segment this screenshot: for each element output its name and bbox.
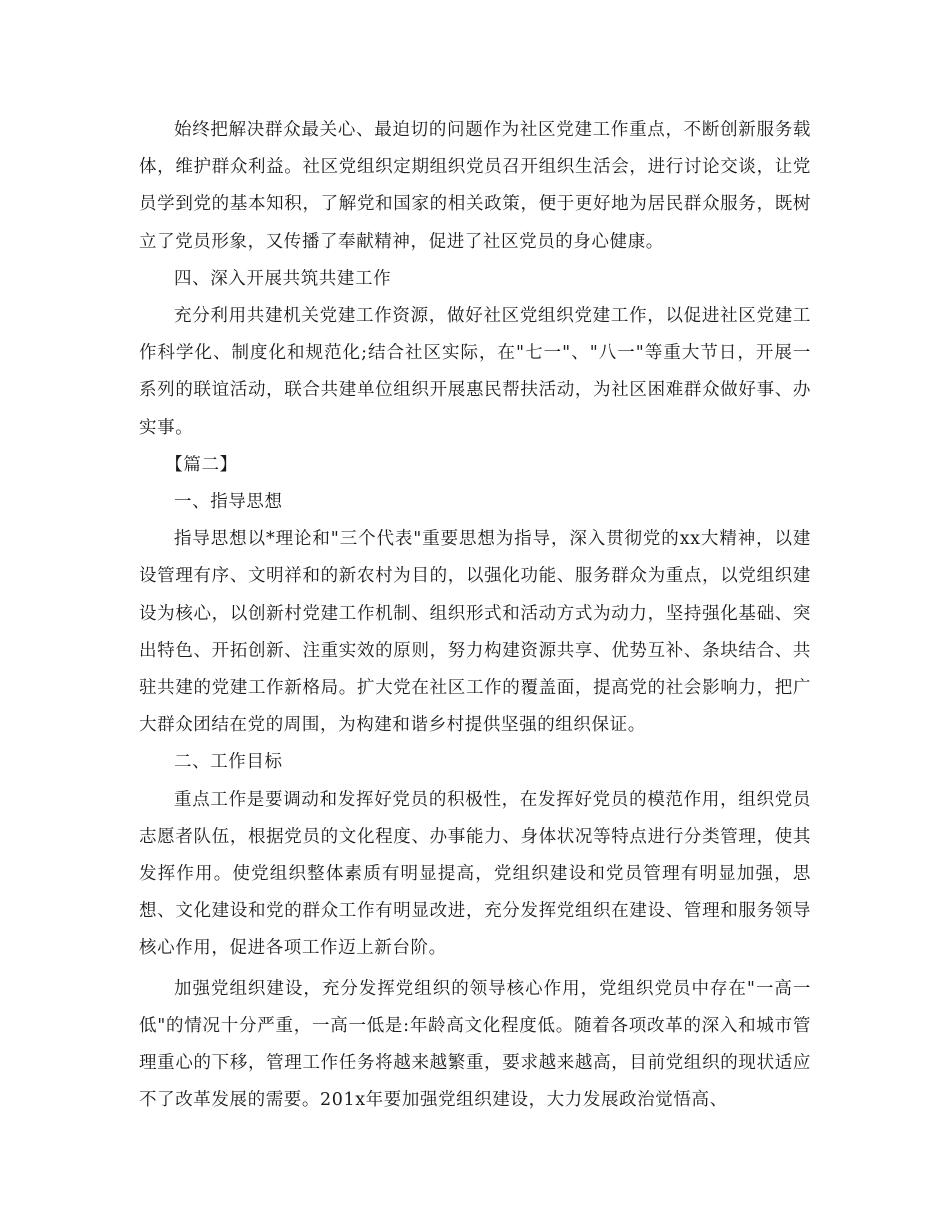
paragraph-party-building: 加强党组织建设，充分发挥党组织的领导核心作用，党组织党员中存在"一高一低"的情况十分严重，一高一低是:年龄高文化程度低。随着各项改革的深入和城市管理重心的下移，管理工作任务将越来越繁重，要求越来越高，目前党组织的现状适应不了改革发展的需要。201x年要加强党组织建设，大力发展政治觉悟高、 (139, 978, 811, 1111)
heading-guiding-thought: 一、指导思想 (174, 492, 283, 513)
heading-co-construction: 四、深入开展共筑共建工作 (174, 268, 392, 289)
paragraph-co-construction: 充分利用共建机关党建工作资源，做好社区党组织党建工作，以促进社区党建工作科学化、制度化和规范化;结合社区实际，在"七一"、"八一"等重大节日，开展一系列的联谊活动，联合共建单位组织开展惠民帮扶活动，为社区困难群众做好事、办实事。 (139, 306, 811, 438)
document-body (139, 112, 811, 1119)
section-title-part-two: 【篇二】 (165, 454, 238, 475)
heading-work-goals: 二、工作目标 (174, 752, 283, 773)
paragraph-work-goals: 重点工作是要调动和发挥好党员的积极性，在发挥好党员的模范作用，组织党员志愿者队伍，根据党员的文化程度、办事能力、身体状况等特点进行分类管理，使其发挥作用。使党组织整体素质有明显提高，党组织建设和党员管理有明显加强，思想、文化建设和党的群众工作有明显改进，充分发挥党组织在建设、管理和服务领导核心作用，促进各项工作迈上新台阶。 (139, 789, 811, 959)
paragraph-service-carrier: 始终把解决群众最关心、最迫切的问题作为社区党建工作重点，不断创新服务载体，维护群众利益。社区党组织定期组织党员召开组织生活会，进行讨论交谈，让党员学到党的基本知积，了解党和国家的相关政策，便于更好地为居民群众服务，既树立了党员形象，又传播了奉献精神，促进了社区党员的身心健康。 (139, 120, 811, 252)
paragraph-guiding-thought: 指导思想以*理论和"三个代表"重要思想为指导，深入贯彻党的xx大精神，以建设管理有序、文明祥和的新农村为目的，以强化功能、服务群众为重点，以党组织建设为核心，以创新村党建工作机制、组织形式和活动方式为动力，坚持强化基础、突出特色、开拓创新、注重实效的原则，努力构建资源共享、优势互补、条块结合、共驻共建的党建工作新格局。扩大党在社区工作的覆盖面，提高党的社会影响力，把广大群众团结在党的周围，为构建和谐乡村提供坚强的组织保证。 (139, 529, 811, 736)
